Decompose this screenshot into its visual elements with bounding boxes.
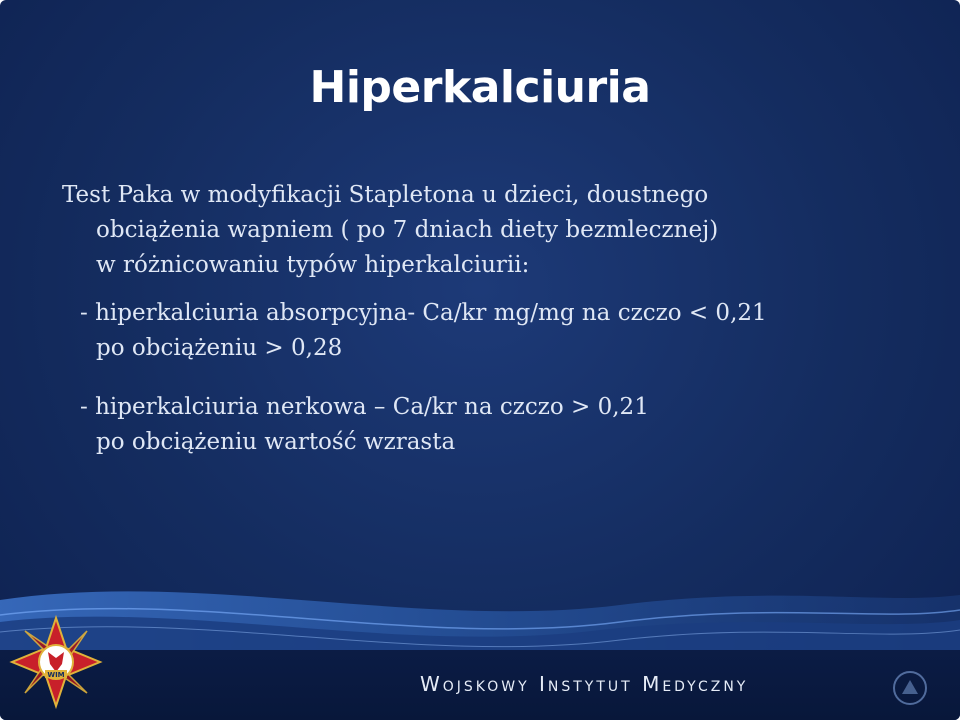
footer-institute-name: Wojskowy Instytut Medyczny — [420, 672, 749, 696]
slide-body — [62, 178, 942, 460]
military-cross-emblem-icon — [6, 612, 106, 712]
slide-title: Hiperkalciuria — [309, 62, 651, 113]
paragraph-line-1: Test Paka w modyfikacji Stapletona u dzieci, doustnego — [62, 182, 709, 208]
emblem-label: WIM — [47, 671, 65, 679]
item1-line-1: - hiperkalciuria absorpcyjna- Ca/kr mg/mg na czczo < 0,21 — [80, 300, 767, 326]
item2-line-2: po obciążeniu wartość wzrasta — [96, 429, 456, 455]
paragraph-line-2: obciążenia wapniem ( po 7 dniach diety bezmlecznej) — [96, 217, 719, 243]
paragraph-line-3: w różnicowaniu typów hiperkalciurii: — [96, 252, 530, 278]
institute-mark-icon — [890, 668, 930, 708]
item2-line-1: - hiperkalciuria nerkowa – Ca/kr na czczo > 0,21 — [80, 394, 649, 420]
item1-line-2: po obciążeniu > 0,28 — [96, 335, 343, 361]
